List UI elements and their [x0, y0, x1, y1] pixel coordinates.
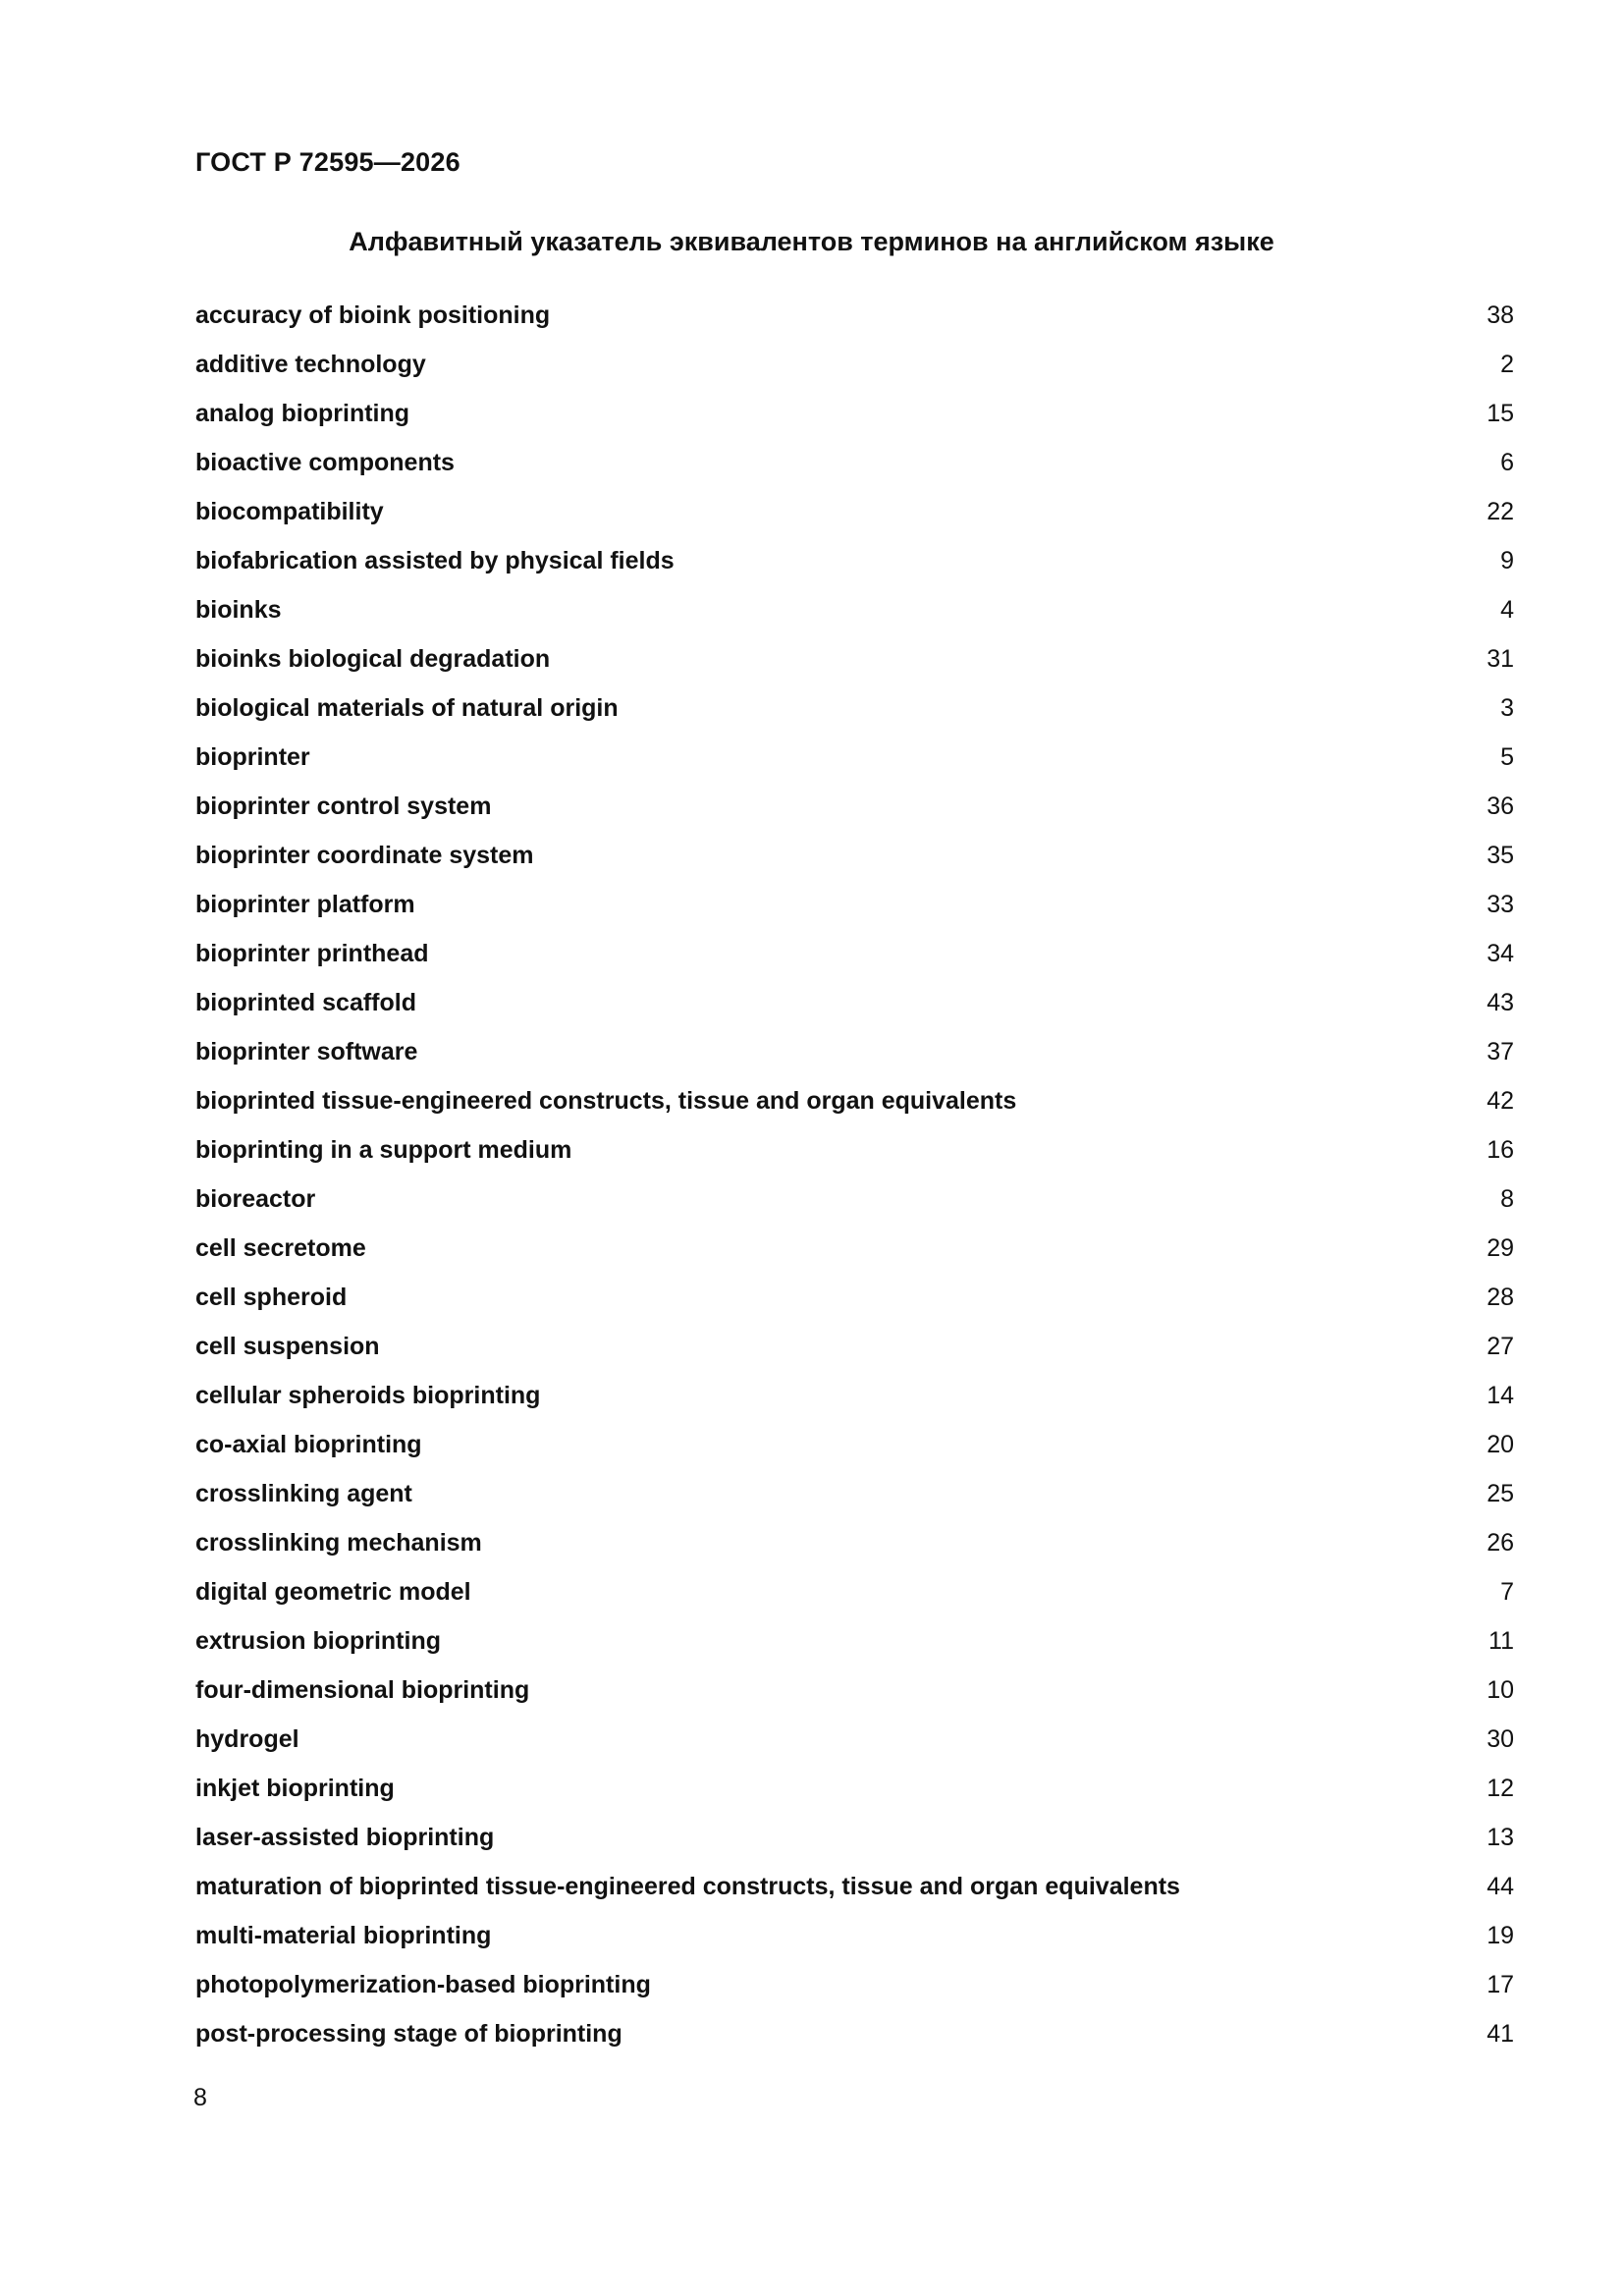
index-entry — [195, 1862, 1514, 1911]
index-entry — [195, 1911, 1514, 1960]
index-entry — [195, 1764, 1514, 1813]
index-term: extrusion bioprinting — [195, 1626, 441, 1655]
index-entry — [195, 1322, 1514, 1371]
index-term: crosslinking mechanism — [195, 1528, 482, 1557]
index-entry — [195, 782, 1514, 831]
index-term: bioprinting in a support medium — [195, 1135, 572, 1164]
index-term: inkjet bioprinting — [195, 1774, 395, 1802]
index-term: photopolymerization-based bioprinting — [195, 1970, 651, 1998]
index-term-number: 38 — [1487, 301, 1514, 329]
index-entry — [195, 1076, 1514, 1125]
index-entry — [195, 1960, 1514, 2009]
index-term-number: 5 — [1500, 742, 1514, 771]
index-term-number: 35 — [1487, 841, 1514, 869]
index-term-number: 3 — [1500, 693, 1514, 722]
index-entry — [195, 2009, 1514, 2058]
index-term-number: 43 — [1487, 988, 1514, 1016]
index-entry — [195, 929, 1514, 978]
index-term-number: 12 — [1487, 1774, 1514, 1802]
index-heading: Алфавитный указатель эквивалентов терминов на английском языке — [349, 227, 1274, 256]
index-entry — [195, 536, 1514, 585]
index-term-number: 8 — [1500, 1184, 1514, 1213]
index-entry — [195, 1616, 1514, 1666]
index-term-number: 42 — [1487, 1086, 1514, 1115]
index-term: four-dimensional bioprinting — [195, 1675, 530, 1704]
document-code: ГОСТ Р 72595—2026 — [195, 147, 460, 177]
index-term: maturation of bioprinted tissue-engineered constructs, tissue and organ equivalents — [195, 1872, 1180, 1900]
index-term: bioprinter coordinate system — [195, 841, 534, 869]
index-term: bioprinted tissue-engineered constructs, tissue and organ equivalents — [195, 1086, 1017, 1115]
index-entry — [195, 389, 1514, 438]
index-term: crosslinking agent — [195, 1479, 412, 1507]
index-term-number: 29 — [1487, 1233, 1514, 1262]
index-term-number: 11 — [1488, 1626, 1514, 1655]
index-term: multi-material bioprinting — [195, 1921, 492, 1949]
index-term: analog bioprinting — [195, 399, 410, 427]
index-entry — [195, 978, 1514, 1027]
index-entry — [195, 487, 1514, 536]
index-term-number: 13 — [1487, 1823, 1514, 1851]
index-term-number: 26 — [1487, 1528, 1514, 1557]
index-term-number: 15 — [1487, 399, 1514, 427]
index-term-number: 34 — [1487, 939, 1514, 967]
index-entry — [195, 1813, 1514, 1862]
index-entry — [195, 585, 1514, 634]
index-term-number: 10 — [1487, 1675, 1514, 1704]
index-term: cell suspension — [195, 1332, 380, 1360]
index-term: bioinks — [195, 595, 282, 624]
index-entry — [195, 1027, 1514, 1076]
term-index-list — [195, 291, 1514, 2058]
index-entry — [195, 880, 1514, 929]
index-term-number: 4 — [1500, 595, 1514, 624]
index-term: digital geometric model — [195, 1577, 471, 1606]
index-term-number: 28 — [1487, 1283, 1514, 1311]
index-term-number: 20 — [1487, 1430, 1514, 1458]
index-entry — [195, 683, 1514, 733]
index-term: bioprinter platform — [195, 890, 415, 918]
index-entry — [195, 1715, 1514, 1764]
index-term: cellular spheroids bioprinting — [195, 1381, 541, 1409]
index-term: bioprinted scaffold — [195, 988, 416, 1016]
index-term-number: 7 — [1500, 1577, 1514, 1606]
index-term: biocompatibility — [195, 497, 384, 525]
index-term: cell secretome — [195, 1233, 366, 1262]
index-entry — [195, 1125, 1514, 1175]
index-entry — [195, 340, 1514, 389]
index-term-number: 27 — [1487, 1332, 1514, 1360]
index-term-number: 31 — [1487, 644, 1514, 673]
index-term-number: 17 — [1487, 1970, 1514, 1998]
index-term-number: 36 — [1487, 792, 1514, 820]
index-term: biofabrication assisted by physical fields — [195, 546, 675, 574]
index-entry — [195, 634, 1514, 683]
index-term: bioreactor — [195, 1184, 316, 1213]
index-term: post-processing stage of bioprinting — [195, 2019, 622, 2048]
index-term: bioprinter software — [195, 1037, 418, 1066]
index-term: laser-assisted bioprinting — [195, 1823, 495, 1851]
index-entry — [195, 1567, 1514, 1616]
index-term: co-axial bioprinting — [195, 1430, 422, 1458]
index-term-number: 37 — [1487, 1037, 1514, 1066]
index-term: cell spheroid — [195, 1283, 348, 1311]
index-entry — [195, 291, 1514, 340]
index-entry — [195, 1518, 1514, 1567]
index-term: additive technology — [195, 350, 426, 378]
index-entry — [195, 1224, 1514, 1273]
index-term: bioinks biological degradation — [195, 644, 551, 673]
index-entry — [195, 438, 1514, 487]
index-entry — [195, 1175, 1514, 1224]
index-term-number: 9 — [1500, 546, 1514, 574]
index-term: bioactive components — [195, 448, 455, 476]
index-term-number: 41 — [1487, 2019, 1514, 2048]
index-term-number: 6 — [1500, 448, 1514, 476]
index-term-number: 19 — [1487, 1921, 1514, 1949]
index-entry — [195, 1666, 1514, 1715]
index-term-number: 25 — [1487, 1479, 1514, 1507]
index-entry — [195, 1420, 1514, 1469]
index-entry — [195, 831, 1514, 880]
index-term: hydrogel — [195, 1724, 299, 1753]
index-term-number: 2 — [1500, 350, 1514, 378]
index-term-number: 14 — [1487, 1381, 1514, 1409]
index-term-number: 16 — [1487, 1135, 1514, 1164]
index-term: bioprinter printhead — [195, 939, 429, 967]
index-term-number: 30 — [1487, 1724, 1514, 1753]
index-term-number: 44 — [1487, 1872, 1514, 1900]
index-term-number: 22 — [1487, 497, 1514, 525]
index-term: bioprinter control system — [195, 792, 492, 820]
index-entry — [195, 1371, 1514, 1420]
index-entry — [195, 733, 1514, 782]
index-entry — [195, 1273, 1514, 1322]
index-term: bioprinter — [195, 742, 310, 771]
index-entry — [195, 1469, 1514, 1518]
index-term: biological materials of natural origin — [195, 693, 619, 722]
page-number: 8 — [193, 2084, 207, 2111]
index-term: accuracy of bioink positioning — [195, 301, 551, 329]
index-term-number: 33 — [1487, 890, 1514, 918]
